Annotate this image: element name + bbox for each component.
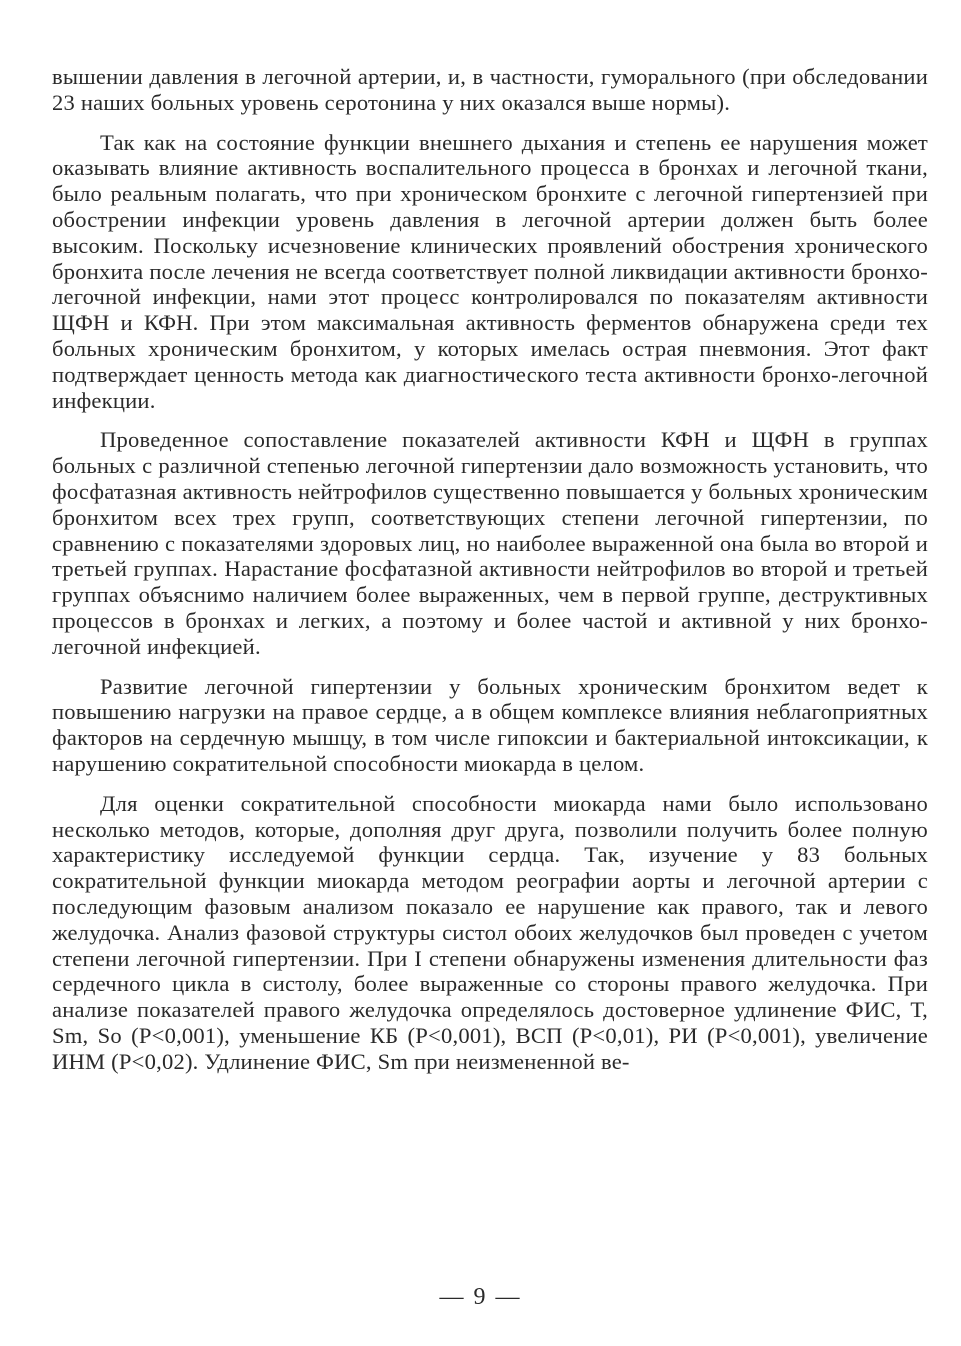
paragraph-4: Развитие легочной гипертензии у больных хроническим бронхитом ведет к повышению нагрузки на правое сердце, а в общем комплексе влияния неблагоприятных факторов на сердечную мышцу, в том числе гипоксии и бактериальной интоксикации, к нарушению сократительной способности миокарда в целом. — [52, 673, 928, 776]
paragraph-5: Для оценки сократительной способности миокарда нами было использовано несколько методов, которые, дополняя друг друга, позволили получить более полную характеристику исследуемой функции сердца. Так, изучение у 83 больных сократительной функции миокарда методом реографии аорты и легочной артерии с последующим фазовым анализом показало ее нарушение как правого, так и левого желудочка. Анализ фазовой структуры систол обоих желудочков был проведен с учетом степени легочной гипертензии. При I степени обнаружены изменения длительности фаз сердечного цикла в систолу, более выраженные со стороны правого желудочка. При анализе показателей правого желудочка определялось достоверное удлинение ФИС, Т, Sm, So (P<0,001), уменьшение КБ (P<0,001), ВСП (P<0,01), РИ (P<0,001), увеличение ИНМ (P<0,02). Удлинение ФИС, Sm при неизмененной ве- — [52, 790, 928, 1074]
paragraph-2: Так как на состояние функции внешнего дыхания и степень ее нарушения может оказывать влияние активность воспалительного процесса в бронхах и легочной ткани, было реальным полагать, что при хроническом бронхите с легочной гипертензией при обострении инфекции уровень давления в легочной артерии должен быть более высоким. Поскольку исчезновение клинических проявлений обострения хронического бронхита после лечения не всегда соответствует полной ликвидации активности бронхо-легочной инфекции, нами этот процесс контролировался по показателям активности ЩФН и КФН. При этом максимальная активность ферментов обнаружена среди тех больных хроническим бронхитом, у которых имелась острая пневмония. Этот факт подтверждает ценность метода как диагностического теста активности бронхо-легочной инфекции. — [52, 129, 928, 413]
page-body — [52, 64, 928, 1088]
paragraph-1: вышении давления в легочной артерии, и, в частности, гуморального (при обследовании 23 наших больных уровень серотонина у них оказался выше нормы). — [52, 64, 928, 115]
paragraph-3: Проведенное сопоставление показателей активности КФН и ЩФН в группах больных с различной степенью легочной гипертензии дало возможность установить, что фосфатазная активность нейтрофилов существенно повышается у больных хроническим бронхитом всех трех групп, соответствующих степени легочной гипертензии, по сравнению с показателями здоровых лиц, но наиболее выраженной она была во второй и третьей группах. Нарастание фосфатазной активности нейтрофилов во второй и третьей группах объяснимо наличием более выраженных, чем в первой группе, деструктивных процессов в бронхах и легких, а поэтому и более частой и активной у них бронхо-легочной инфекцией. — [52, 427, 928, 659]
page-number: — 9 — — [439, 1284, 522, 1310]
